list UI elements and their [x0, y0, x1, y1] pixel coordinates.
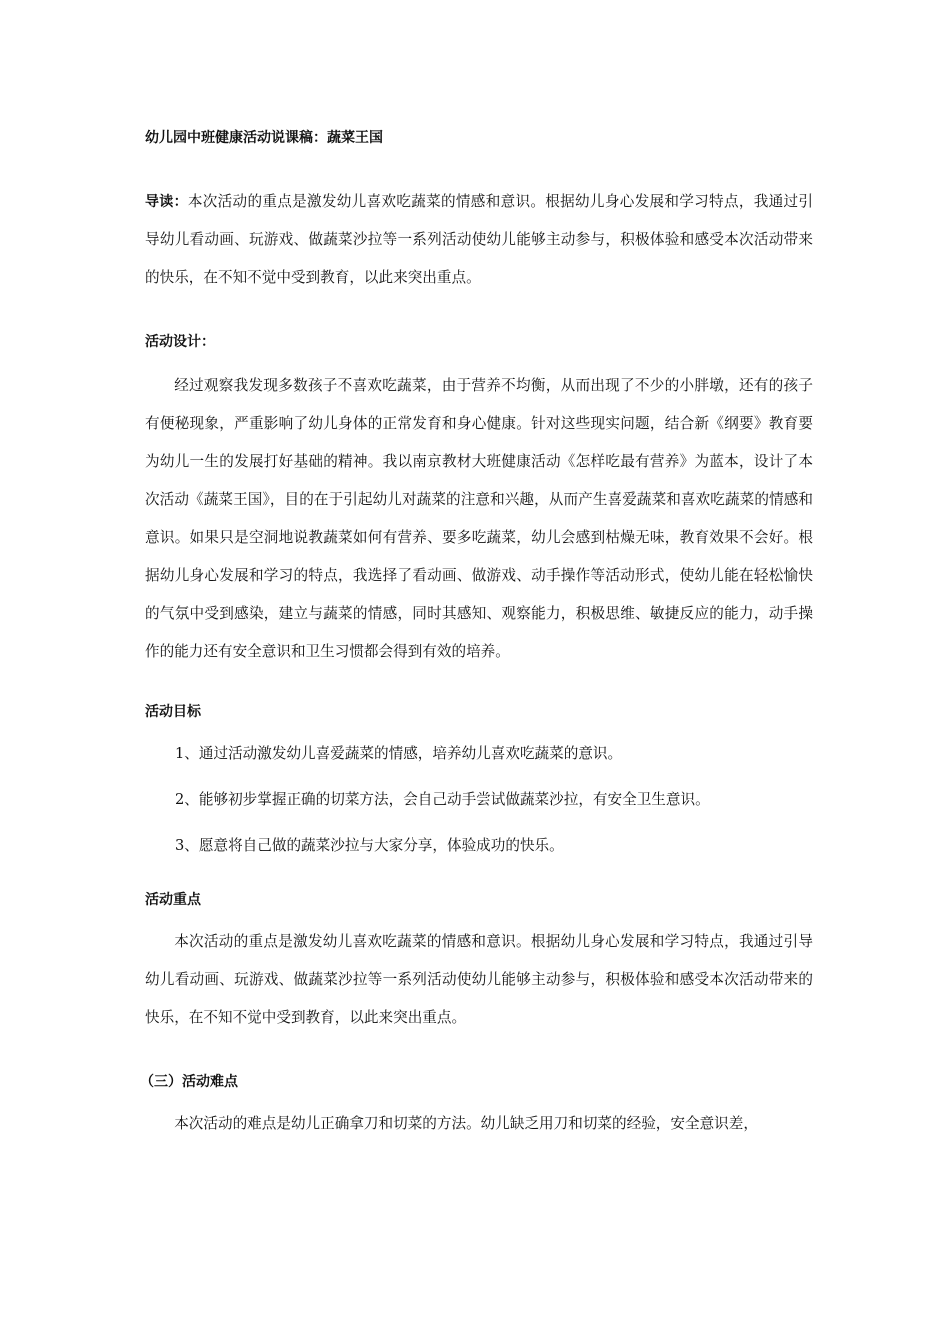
difficulty-heading: （三）活动难点: [140, 1074, 238, 1090]
lead-paragraph: [145, 183, 813, 297]
design-paragraph: 经过观察我发现多数孩子不喜欢吃蔬菜，由于营养不均衡，从而出现了不少的小胖墩，还有的孩子有便秘现象，严重影响了幼儿身体的正常发育和身心健康。针对这些现实问题，结合新《纲要》教育要为幼儿一生的发展打好基础的精神。我以南京教材大班健康活动《怎样吃最有营养》为蓝本，设计了本次活动《蔬菜王国》，目的在于引起幼儿对蔬菜的注意和兴趣，从而产生喜爱蔬菜和喜欢吃蔬菜的情感和意识。如果只是空洞地说教蔬菜如何有营养、要多吃蔬菜，幼儿会感到枯燥无味，教育效果不会好。根据幼儿身心发展和学习的特点，我选择了看动画、做游戏、动手操作等活动形式，使幼儿能在轻松愉快的气氛中受到感染，建立与蔬菜的情感，同时其感知、观察能力，积极思维、敏捷反应的能力，动手操作的能力还有安全意识和卫生习惯都会得到有效的培养。: [145, 377, 813, 660]
lead-label: 导读：: [145, 194, 188, 210]
goals-heading: 活动目标: [145, 704, 201, 720]
lead-text: 本次活动的重点是激发幼儿喜欢吃蔬菜的情感和意识。根据幼儿身心发展和学习特点，我通过引导幼儿看动画、玩游戏、做蔬菜沙拉等一系列活动使幼儿能够主动参与，积极体验和感受本次活动带来的快乐，在不知不觉中受到教育，以此来突出重点。: [145, 193, 813, 286]
focus-paragraph: 本次活动的重点是激发幼儿喜欢吃蔬菜的情感和意识。根据幼儿身心发展和学习特点，我通过引导幼儿看动画、玩游戏、做蔬菜沙拉等一系列活动使幼儿能够主动参与，积极体验和感受本次活动带来的快乐，在不知不觉中受到教育，以此来突出重点。: [145, 933, 813, 1026]
difficulty-paragraph: 本次活动的难点是幼儿正确拿刀和切菜的方法。幼儿缺乏用刀和切菜的经验，安全意识差，: [174, 1115, 758, 1132]
document-title: 幼儿园中班健康活动说课稿：蔬菜王国: [145, 130, 383, 146]
focus-heading: 活动重点: [145, 892, 201, 908]
goal-item-3: 3、愿意将自己做的蔬菜沙拉与大家分享，体验成功的快乐。: [175, 837, 564, 854]
goals-list: [145, 735, 813, 865]
document-body: [140, 127, 813, 1143]
goal-item-1: 1、通过活动激发幼儿喜爱蔬菜的情感，培养幼儿喜欢吃蔬菜的意识。: [175, 745, 623, 762]
design-heading: 活动设计：: [145, 334, 215, 350]
goal-item-2: 2、能够初步掌握正确的切菜方法，会自己动手尝试做蔬菜沙拉，有安全卫生意识。: [175, 791, 710, 808]
